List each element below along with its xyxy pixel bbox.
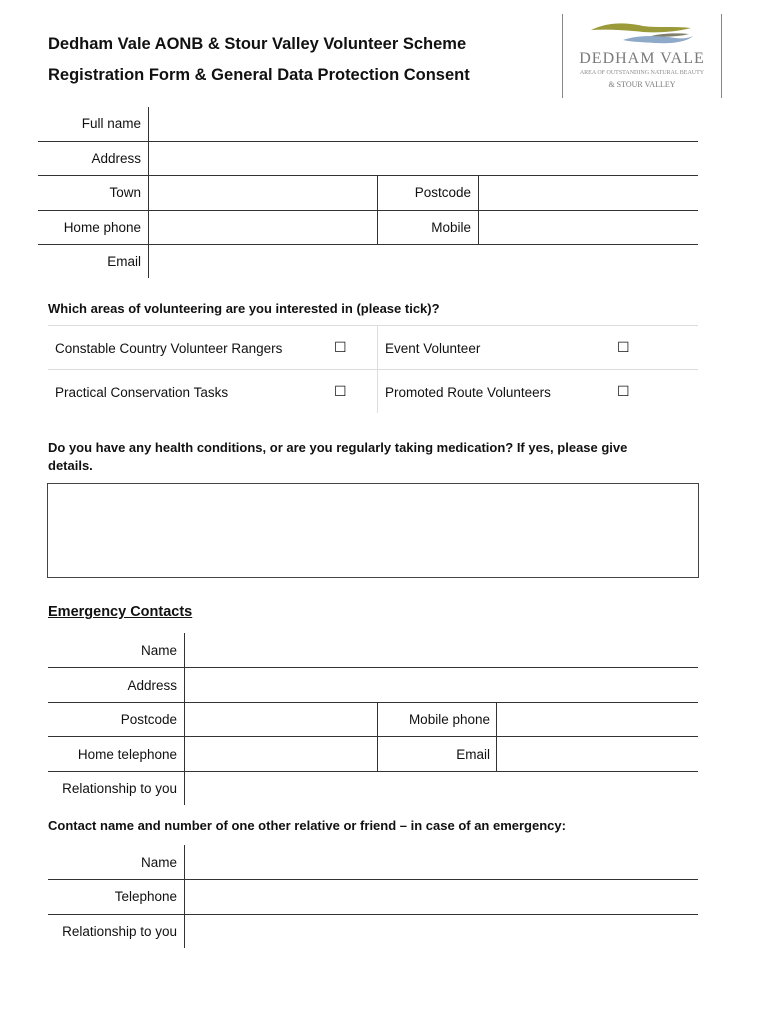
ec-email-label: Email (456, 747, 490, 762)
form-subtitle: Registration Form & General Data Protection Consent (48, 66, 470, 84)
ec-home-telephone-label: Home telephone (77, 747, 177, 762)
option-constable-rangers-label: Constable Country Volunteer Rangers (55, 341, 283, 356)
home-phone-label: Home phone (63, 220, 141, 235)
full-name-label: Full name (81, 116, 141, 131)
health-details-textarea[interactable] (47, 483, 699, 578)
option-conservation-tasks-checkbox[interactable]: ☐ (334, 383, 347, 399)
ec-name-field[interactable] (186, 634, 698, 666)
option-event-volunteer-checkbox[interactable]: ☐ (617, 339, 630, 355)
address-field[interactable] (150, 143, 698, 174)
postcode-field[interactable] (480, 177, 698, 209)
oc-telephone-field[interactable] (186, 881, 698, 913)
health-question: Do you have any health conditions, or are you regularly taking medication? If yes, please give (48, 440, 628, 455)
town-label: Town (109, 185, 141, 200)
option-conservation-tasks-label: Practical Conservation Tasks (55, 385, 229, 400)
oc-name-label: Name (140, 855, 177, 870)
postcode-label: Postcode (414, 185, 471, 200)
ec-relationship-label: Relationship to you (62, 781, 177, 796)
option-route-volunteers-label: Promoted Route Volunteers (385, 385, 551, 400)
logo-name: DEDHAM VALE (579, 50, 705, 67)
option-event-volunteer-label: Event Volunteer (385, 341, 481, 356)
email-field[interactable] (150, 246, 698, 278)
ec-address-label: Address (127, 678, 177, 693)
ec-mobile-label: Mobile phone (408, 712, 490, 727)
town-field[interactable] (150, 177, 376, 209)
logo-subtitle2: & STOUR VALLEY (608, 80, 676, 89)
ec-email-field[interactable] (498, 738, 698, 770)
ec-name-label: Name (140, 643, 177, 658)
ec-home-telephone-field[interactable] (186, 738, 376, 770)
other-contact-question: Contact name and number of one other relative or friend – in case of an emergency: (48, 818, 566, 833)
emergency-contacts-heading: Emergency Contacts (48, 604, 193, 620)
email-label: Email (107, 254, 141, 269)
health-question-cont: details. (48, 458, 93, 473)
logo-subtitle: AREA OF OUTSTANDING NATURAL BEAUTY (579, 70, 705, 76)
ec-postcode-label: Postcode (120, 712, 177, 727)
address-label: Address (91, 151, 141, 166)
dedham-vale-logo (562, 14, 722, 98)
oc-name-field[interactable] (186, 846, 698, 878)
form-title: Dedham Vale AONB & Stour Valley Volunteer Scheme (48, 35, 467, 53)
option-route-volunteers-checkbox[interactable]: ☐ (617, 383, 630, 399)
mobile-label: Mobile (431, 220, 471, 235)
ec-relationship-field[interactable] (186, 773, 698, 805)
ec-mobile-field[interactable] (498, 704, 698, 735)
mobile-field[interactable] (480, 211, 698, 243)
oc-relationship-label: Relationship to you (62, 924, 177, 939)
oc-telephone-label: Telephone (114, 889, 177, 904)
oc-relationship-field[interactable] (186, 916, 698, 948)
option-constable-rangers-checkbox[interactable]: ☐ (334, 339, 347, 355)
ec-postcode-field[interactable] (186, 704, 376, 735)
volunteering-question: Which areas of volunteering are you interested in (please tick)? (48, 301, 440, 316)
ec-address-field[interactable] (186, 669, 698, 701)
full-name-field[interactable] (150, 108, 698, 140)
home-phone-field[interactable] (150, 211, 376, 243)
